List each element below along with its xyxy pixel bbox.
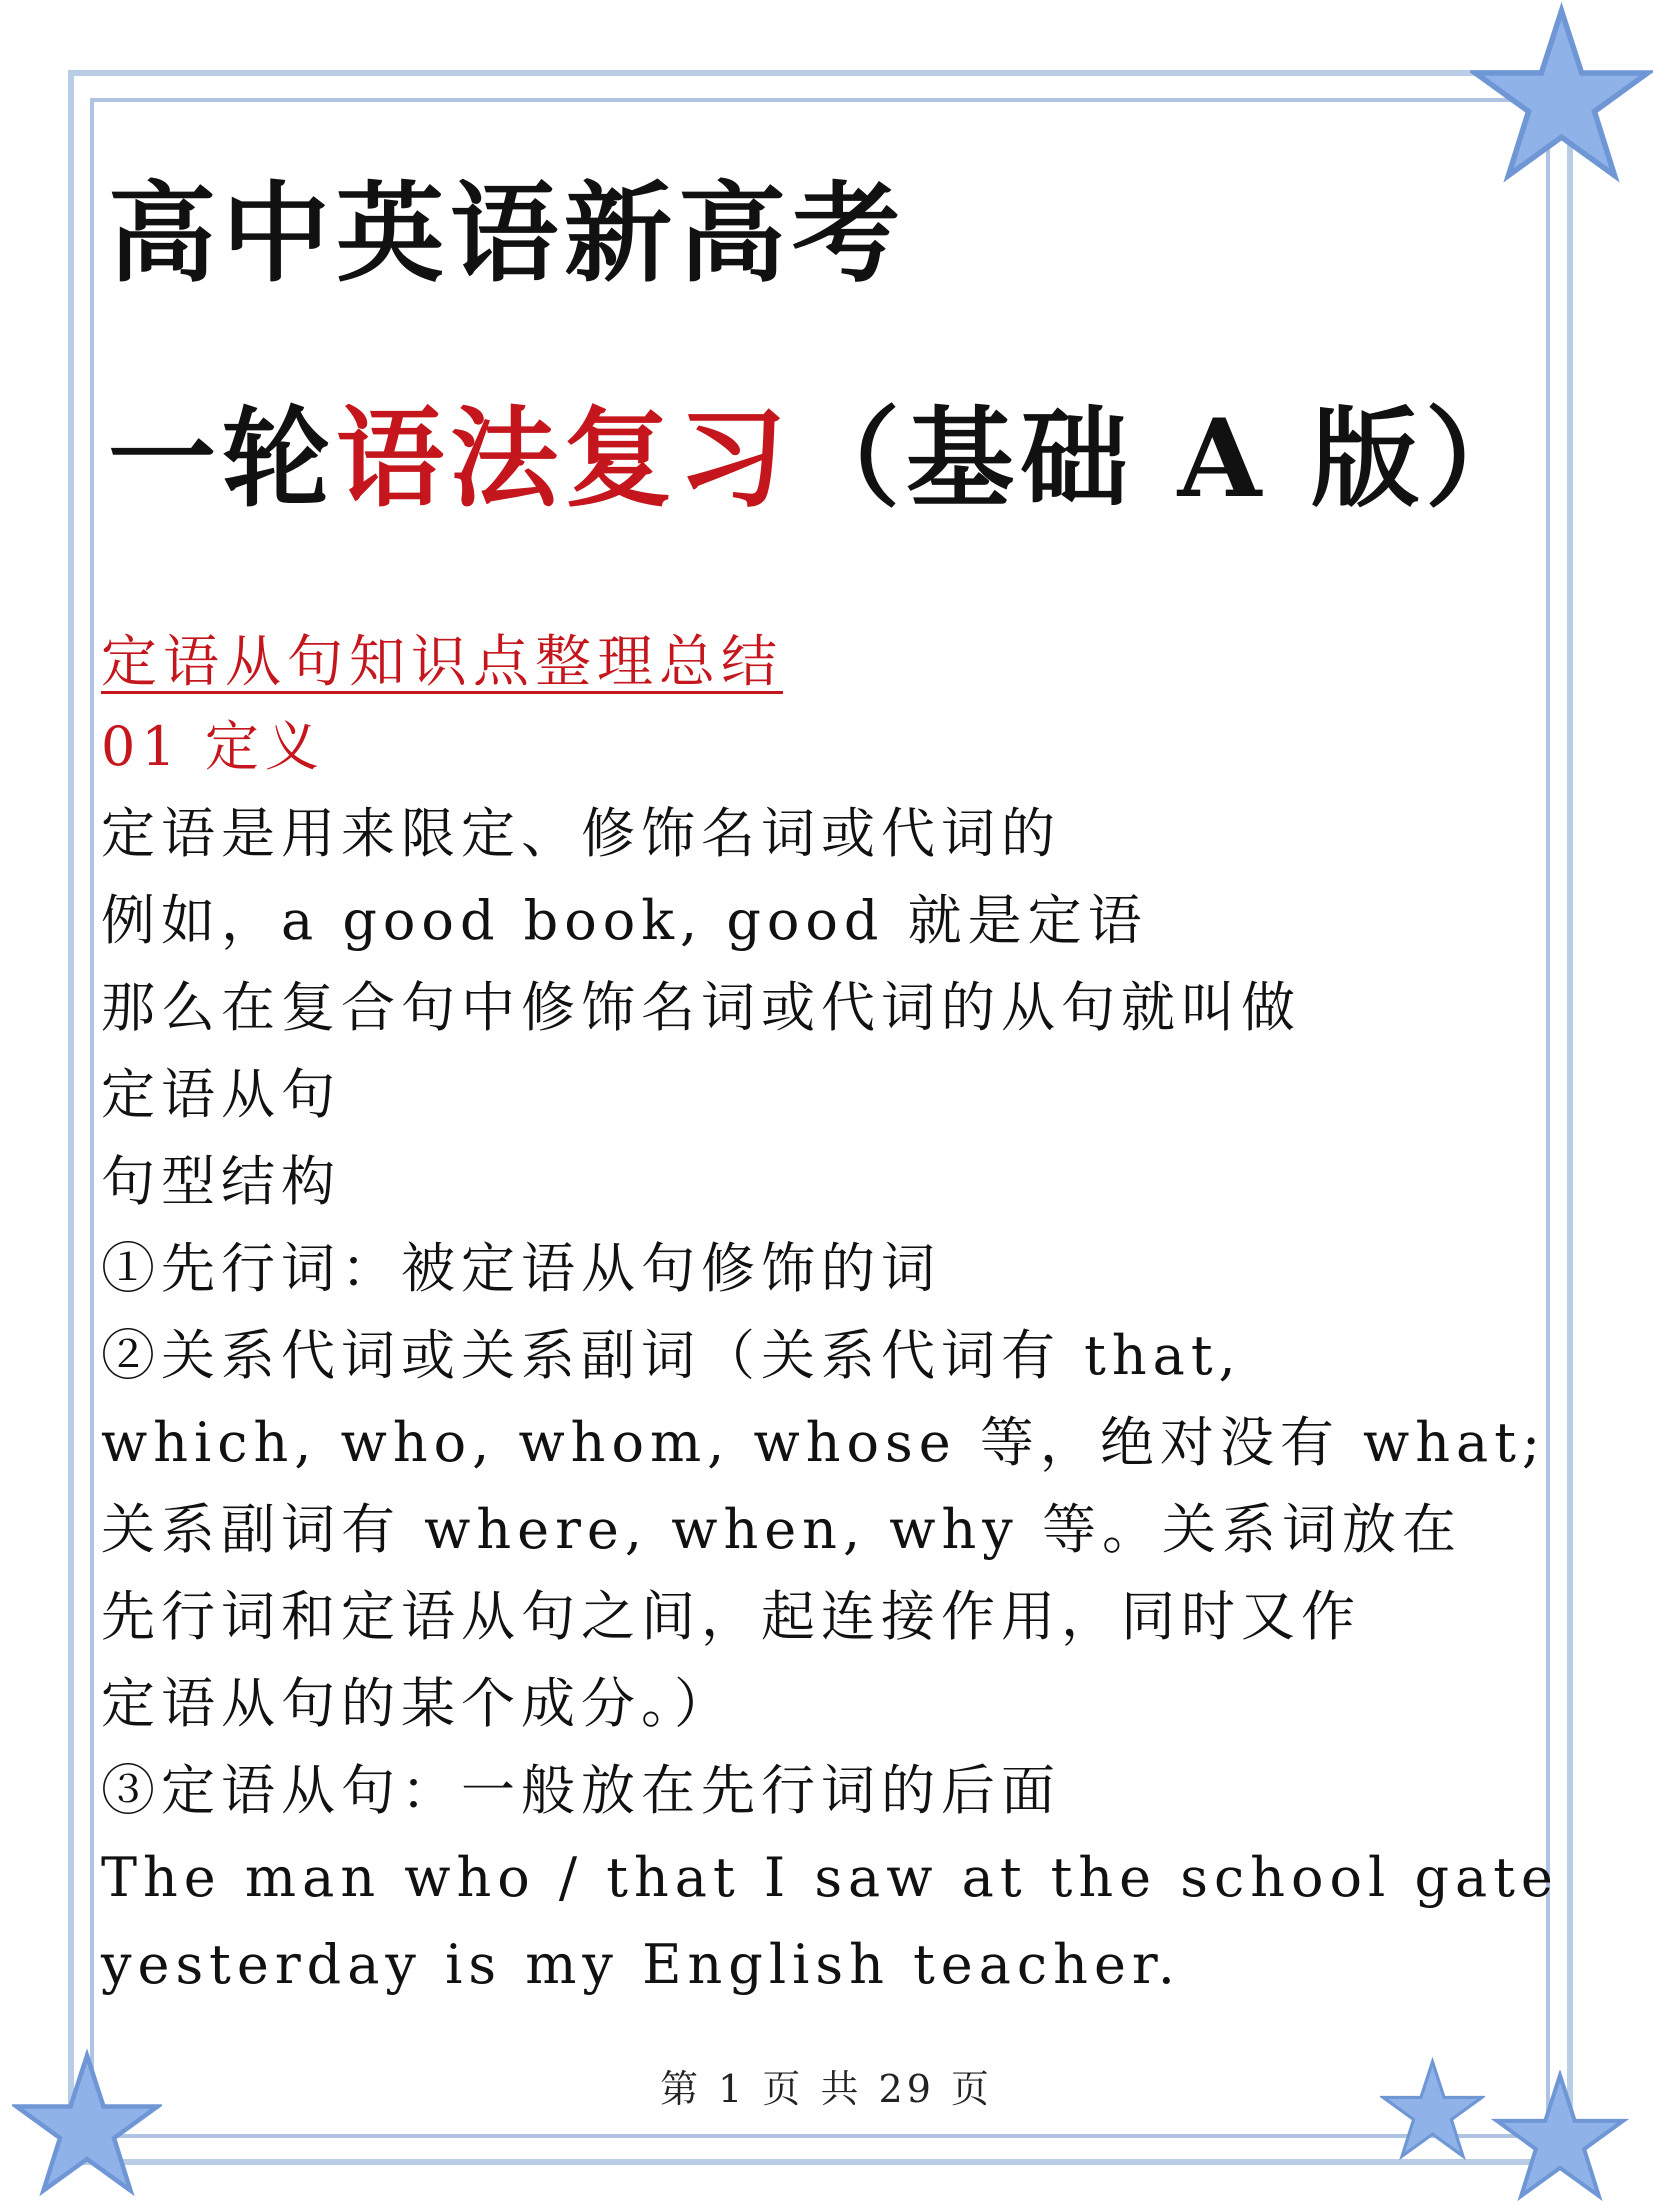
body-line: 定语从句	[101, 1063, 341, 1126]
body-line: 定语从句的某个成分。）	[101, 1672, 734, 1735]
body-line: ①先行词：被定语从句修饰的词	[101, 1237, 941, 1300]
body-text	[101, 703, 1559, 2008]
page-footer: 第 1 页 共 29 页	[660, 2067, 993, 2111]
body-line: which, who, whom, whose 等，绝对没有 what;	[101, 1411, 1547, 1474]
body-line: 关系副词有 where, when, why 等。关系词放在	[101, 1498, 1462, 1561]
body-line: The man who / that I saw at the school gate	[101, 1846, 1559, 1909]
body-line: ②关系代词或关系副词（关系代词有 that,	[101, 1324, 1242, 1387]
body-line: ③定语从句：一般放在先行词的后面	[101, 1759, 1061, 1822]
title-line-2-highlight: 语法复习	[336, 396, 793, 522]
body-line: yesterday is my English teacher.	[101, 1933, 1181, 1996]
body-line: 那么在复合句中修饰名词或代词的从句就叫做	[101, 976, 1301, 1039]
definition-heading: 01 定义	[101, 715, 325, 778]
title-line-2	[108, 396, 1540, 522]
body-line: 例如，a good book, good 就是定语	[101, 889, 1148, 952]
body-line: 句型结构	[101, 1150, 341, 1213]
body-line: 先行词和定语从句之间，起连接作用，同时又作	[101, 1585, 1361, 1648]
body-line: 定语是用来限定、修饰名词或代词的	[101, 802, 1061, 865]
title-line-1: 高中英语新高考	[108, 171, 907, 297]
star-icon-top-right	[1470, 0, 1653, 190]
title-line-2-suffix: （基础 A 版）	[792, 396, 1540, 522]
title-line-2-prefix: 一轮	[108, 396, 337, 522]
section-heading: 定语从句知识点整理总结	[101, 630, 783, 695]
